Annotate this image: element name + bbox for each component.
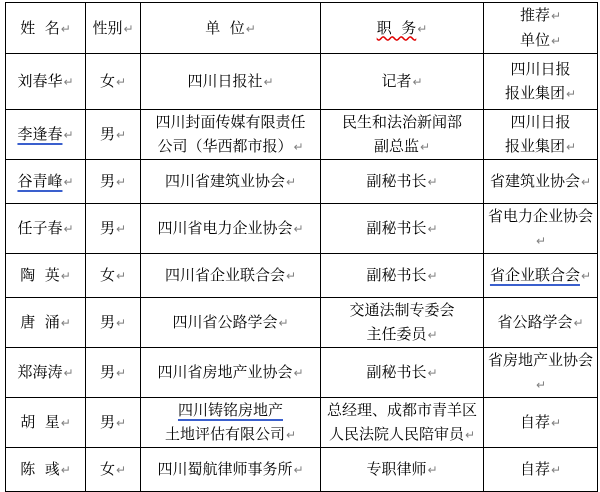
table-row xyxy=(6,54,598,110)
cell-name xyxy=(6,298,86,348)
cell-text: 唐 涌 xyxy=(20,313,60,331)
cell-name xyxy=(6,110,86,160)
cell-text: 自荐 xyxy=(519,460,550,478)
cell-text: 民生和法治新闻部 xyxy=(341,113,462,131)
table-row xyxy=(6,448,598,492)
cell-text: 人民法院人民陪审员 xyxy=(328,425,464,443)
cell-recommend xyxy=(484,204,598,254)
cell-text: 李逢春 xyxy=(17,125,63,143)
cell-position xyxy=(321,54,484,110)
paragraph-mark: ↵ xyxy=(115,316,127,330)
cell-text: 男 xyxy=(99,413,115,431)
cell-text: 自荐 xyxy=(519,413,550,431)
cell-unit xyxy=(141,204,321,254)
cell-text: 男 xyxy=(99,219,115,237)
cell-unit xyxy=(141,398,321,448)
table-row xyxy=(6,204,598,254)
cell-text: 胡 星 xyxy=(20,413,60,431)
cell-text: 女 xyxy=(99,266,115,284)
cell-text: 四川省公路学会 xyxy=(172,313,278,331)
paragraph-mark: ↵ xyxy=(535,378,547,392)
paragraph-mark: ↵ xyxy=(580,269,592,283)
cell-text: 四川省电力企业协会 xyxy=(157,219,293,237)
header-row xyxy=(6,3,598,54)
cell-text: 总经理、成都市青羊区 xyxy=(326,401,477,419)
header-name: 姓 名↵ xyxy=(6,3,86,54)
cell-text: 报业集团 xyxy=(504,137,565,155)
cell-recommend xyxy=(484,110,598,160)
paragraph-mark: ↵ xyxy=(550,463,562,477)
table-row xyxy=(6,160,598,204)
paragraph-mark: ↵ xyxy=(285,175,297,189)
cell-gender xyxy=(86,110,141,160)
header-gender: 性别↵ xyxy=(86,3,141,54)
cell-position xyxy=(321,160,484,204)
paragraph-mark: ↵ xyxy=(63,128,74,142)
header-unit: 单 位↵ xyxy=(141,3,321,54)
paragraph-mark: ↵ xyxy=(573,316,584,330)
cell-name xyxy=(6,348,86,398)
paragraph-mark: ↵ xyxy=(285,428,297,442)
paragraph-mark: ↵ xyxy=(419,140,431,154)
cell-unit xyxy=(141,54,321,110)
cell-text: 陈 彧 xyxy=(20,460,60,478)
cell-position xyxy=(321,204,484,254)
cell-text: 交通法制专委会 xyxy=(349,301,455,319)
cell-text: 男 xyxy=(99,363,115,381)
cell-text: 女 xyxy=(99,72,115,90)
paragraph-mark: ↵ xyxy=(115,75,127,89)
cell-unit xyxy=(141,448,321,492)
cell-text: 四川日报社 xyxy=(187,72,263,90)
cell-recommend xyxy=(484,160,598,204)
cell-unit xyxy=(141,254,321,298)
cell-text: 省电力企业协会 xyxy=(487,207,593,225)
paragraph-mark: ↵ xyxy=(427,175,438,189)
table-row xyxy=(6,298,598,348)
paragraph-mark: ↵ xyxy=(60,269,71,283)
paragraph-mark: ↵ xyxy=(412,75,423,89)
paragraph-mark: ↵ xyxy=(285,269,297,283)
paragraph-mark: ↵ xyxy=(535,234,547,248)
paragraph-mark: ↵ xyxy=(63,175,74,189)
cell-name xyxy=(6,204,86,254)
cell-text: 四川封面传媒有限责任 xyxy=(155,113,306,131)
cell-text: 副秘书长 xyxy=(366,363,427,381)
cell-position xyxy=(321,448,484,492)
cell-text: 任子春 xyxy=(17,219,63,237)
cell-text: 省建筑业协会 xyxy=(489,172,580,190)
paragraph-mark: ↵ xyxy=(60,316,71,330)
cell-name xyxy=(6,54,86,110)
cell-recommend xyxy=(484,254,598,298)
cell-gender xyxy=(86,54,141,110)
paragraph-mark: ↵ xyxy=(60,463,71,477)
table-row xyxy=(6,398,598,448)
cell-text: 陶 英 xyxy=(20,266,60,284)
paragraph-mark: ↵ xyxy=(115,463,127,477)
cell-text: 男 xyxy=(99,172,115,190)
cell-text: 土地评估有限公司 xyxy=(164,425,285,443)
paragraph-mark: ↵ xyxy=(63,75,74,89)
cell-text: 女 xyxy=(99,460,115,478)
paragraph-mark: ↵ xyxy=(464,428,476,442)
cell-text: 省房地产业协会 xyxy=(487,351,593,369)
header-position: 职 务↵ xyxy=(321,3,484,54)
cell-recommend xyxy=(484,348,598,398)
cell-position xyxy=(321,398,484,448)
paragraph-mark: ↵ xyxy=(115,175,127,189)
paragraph-mark: ↵ xyxy=(293,140,304,154)
cell-gender xyxy=(86,398,141,448)
cell-text: 副秘书长 xyxy=(366,172,427,190)
paragraph-mark: ↵ xyxy=(565,140,577,154)
paragraph-mark: ↵ xyxy=(263,75,274,89)
paragraph-mark: ↵ xyxy=(565,87,577,101)
paragraph-mark: ↵ xyxy=(115,416,127,430)
cell-text: 四川省房地产业协会 xyxy=(157,363,293,381)
cell-unit xyxy=(141,298,321,348)
cell-text: 四川日报 xyxy=(510,60,571,78)
paragraph-mark: ↵ xyxy=(427,222,438,236)
cell-recommend xyxy=(484,298,598,348)
paragraph-mark: ↵ xyxy=(115,128,127,142)
cell-text: 四川日报 xyxy=(510,113,571,131)
cell-text: 男 xyxy=(99,125,115,143)
cell-name xyxy=(6,254,86,298)
paragraph-mark: ↵ xyxy=(293,463,304,477)
table-row xyxy=(6,348,598,398)
cell-text: 四川铸铭房地产 xyxy=(177,401,283,419)
cell-name xyxy=(6,160,86,204)
table-row xyxy=(6,254,598,298)
cell-unit xyxy=(141,160,321,204)
paragraph-mark: ↵ xyxy=(278,316,289,330)
cell-text: 郑海涛 xyxy=(17,363,63,381)
cell-position xyxy=(321,110,484,160)
cell-text: 男 xyxy=(99,313,115,331)
cell-position xyxy=(321,348,484,398)
cell-text: 刘春华 xyxy=(17,72,63,90)
paragraph-mark: ↵ xyxy=(427,328,438,342)
table-row xyxy=(6,110,598,160)
paragraph-mark: ↵ xyxy=(60,416,71,430)
table-body xyxy=(6,54,598,492)
cell-text: 副总监 xyxy=(373,137,419,155)
paragraph-mark: ↵ xyxy=(63,366,74,380)
cell-text: 四川蜀航律师事务所 xyxy=(157,460,293,478)
cell-text: 记者 xyxy=(381,72,412,90)
cell-text: 四川省建筑业协会 xyxy=(164,172,285,190)
paragraph-mark: ↵ xyxy=(115,366,127,380)
paragraph-mark: ↵ xyxy=(550,416,562,430)
paragraph-mark: ↵ xyxy=(63,222,74,236)
cell-recommend xyxy=(484,54,598,110)
cell-recommend xyxy=(484,398,598,448)
cell-gender xyxy=(86,348,141,398)
cell-text: 副秘书长 xyxy=(366,219,427,237)
cell-gender xyxy=(86,254,141,298)
cell-position xyxy=(321,298,484,348)
paragraph-mark: ↵ xyxy=(427,269,438,283)
paragraph-mark: ↵ xyxy=(115,222,127,236)
paragraph-mark: ↵ xyxy=(580,175,592,189)
cell-position xyxy=(321,254,484,298)
cell-text: 副秘书长 xyxy=(366,266,427,284)
paragraph-mark: ↵ xyxy=(427,366,438,380)
cell-text: 省企业联合会 xyxy=(489,266,580,284)
cell-gender xyxy=(86,204,141,254)
paragraph-mark: ↵ xyxy=(293,222,304,236)
cell-name xyxy=(6,448,86,492)
paragraph-mark: ↵ xyxy=(427,463,438,477)
header-recommend: 推荐↵ 单位↵ xyxy=(484,3,598,54)
cell-unit xyxy=(141,110,321,160)
cell-name xyxy=(6,398,86,448)
cell-recommend xyxy=(484,448,598,492)
cell-gender xyxy=(86,160,141,204)
cell-unit xyxy=(141,348,321,398)
cell-gender xyxy=(86,448,141,492)
cell-text: 谷青峰 xyxy=(17,172,63,190)
paragraph-mark: ↵ xyxy=(293,366,304,380)
cell-text: 报业集团 xyxy=(504,84,565,102)
cell-gender xyxy=(86,298,141,348)
paragraph-mark: ↵ xyxy=(115,269,127,283)
cell-text: 公司（华西都市报） xyxy=(157,137,293,155)
cell-text: 省公路学会 xyxy=(497,313,573,331)
cell-text: 专职律师 xyxy=(366,460,427,478)
cell-text: 主任委员 xyxy=(366,325,427,343)
cell-text: 四川省企业联合会 xyxy=(164,266,285,284)
personnel-table xyxy=(5,2,598,492)
